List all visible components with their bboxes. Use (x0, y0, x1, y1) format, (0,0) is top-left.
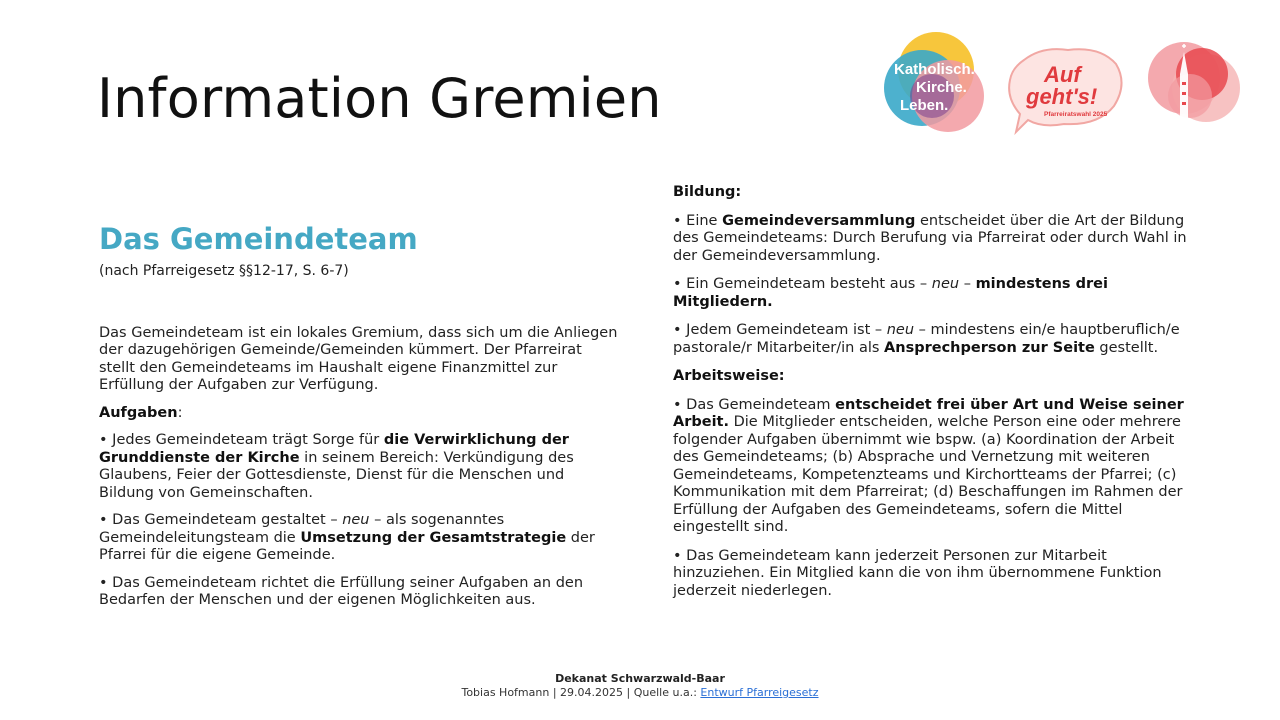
kkl-line3: Leben. (900, 97, 949, 114)
auf-gehts-logo (1002, 40, 1128, 136)
auf-line1: Auf (1044, 62, 1081, 87)
page-title: Information Gremien (97, 67, 662, 130)
footer-author-date: Tobias Hofmann | 29.04.2025 | Quelle u.a.: (461, 686, 701, 699)
left-column (99, 222, 619, 620)
bildung-bullet-1: • Eine Gemeindeversammlung entscheidet über die Art der Bildung des Gemeindeteams: Durch Berufung via Pfarreirat oder durch Wahl in der Gemeindeversammlung. (673, 212, 1187, 264)
katholisch-kirche-leben-logo (882, 30, 990, 136)
kkl-line2: Kirche. (916, 79, 967, 96)
bildung-bullet-2: • Ein Gemeindeteam besteht aus – neu – mindestens drei Mitgliedern. (673, 276, 1108, 310)
auf-line3: Pfarreiratswahl 2025 (1044, 111, 1108, 118)
footer (0, 672, 1280, 700)
arbeitsweise-bullet-1: • Das Gemeindeteam entscheidet frei über Art und Weise seiner Arbeit. Die Mitglieder entscheiden, welche Person eine oder mehrere folgender Aufgaben übernimmt wie bspw. (a) Koordination der Arbeit des Gemeindeteams; (b) Absprache und Vernetzung mit weiteren Gemeindeteams, Kompetenzteams und Kirchortteams der Pfarrei; (c) Kommunikation mit dem Pfarreirat; (d) Beschaffungen im Rahmen der Erfüllung der Aufgaben des Gemeindeteams, sofern die Mittel eingestellt sind. (673, 396, 1184, 535)
intro-paragraph: Das Gemeindeteam ist ein lokales Gremium, dass sich um die Anliegen der dazugehörigen Gemeinde/Gemeinden kümmert. Der Pfarreirat stellt den Gemeindeteams im Haushalt eigene Finanzmittel zur Erfüllung der Aufgaben zur Verfügung. (99, 324, 618, 394)
bildung-heading: Bildung: (673, 184, 742, 200)
kkl-line1: Katholisch. (894, 61, 975, 78)
aufgaben-bullet-3: • Das Gemeindeteam richtet die Erfüllung seiner Aufgaben an den Bedarfen der Menschen und der eigenen Möglichkeiten aus. (99, 574, 584, 609)
footer-org: Dekanat Schwarzwald-Baar (555, 672, 725, 685)
aufgaben-bullet-2: • Das Gemeindeteam gestaltet – neu – als sogenanntes Gemeindeleitungsteam die Umsetzung der Gesamtstrategie der Pfarrei für die eigene Gemeinde. (99, 512, 595, 564)
aufgaben-heading: Aufgaben: (99, 404, 183, 421)
arbeitsweise-bullet-2: • Das Gemeindeteam kann jederzeit Personen zur Mitarbeit hinzuziehen. Ein Mitglied kann die von ihm übernommene Funktion jederzeit niederlegen. (673, 547, 1162, 599)
arbeitsweise-heading: Arbeitsweise: (673, 368, 785, 384)
aufgaben-label: Aufgaben (99, 404, 178, 421)
citation: (nach Pfarreigesetz §§12-17, S. 6-7) (99, 262, 349, 279)
right-column (673, 184, 1203, 611)
church-tower-logo (1144, 34, 1248, 138)
section-title: Das Gemeindeteam (99, 222, 418, 256)
auf-line2: geht's! (1026, 84, 1098, 109)
footer-line (0, 686, 1280, 700)
source-link[interactable]: Entwurf Pfarreigesetz (700, 686, 819, 699)
aufgaben-bullet-1: • Jedes Gemeindeteam trägt Sorge für die Verwirklichung der Grunddienste der Kirche in seinem Bereich: Verkündigung des Glaubens, Feier der Gottesdienste, Dienst für die Menschen und Bildung von Gemeinschaften. (99, 432, 574, 501)
bildung-bullet-3: • Jedem Gemeindeteam ist – neu – mindestens ein/e hauptberuflich/e pastorale/r Mitarbeiter/in als Ansprechperson zur Seite gestellt. (673, 322, 1180, 356)
logo-group (878, 26, 1248, 138)
